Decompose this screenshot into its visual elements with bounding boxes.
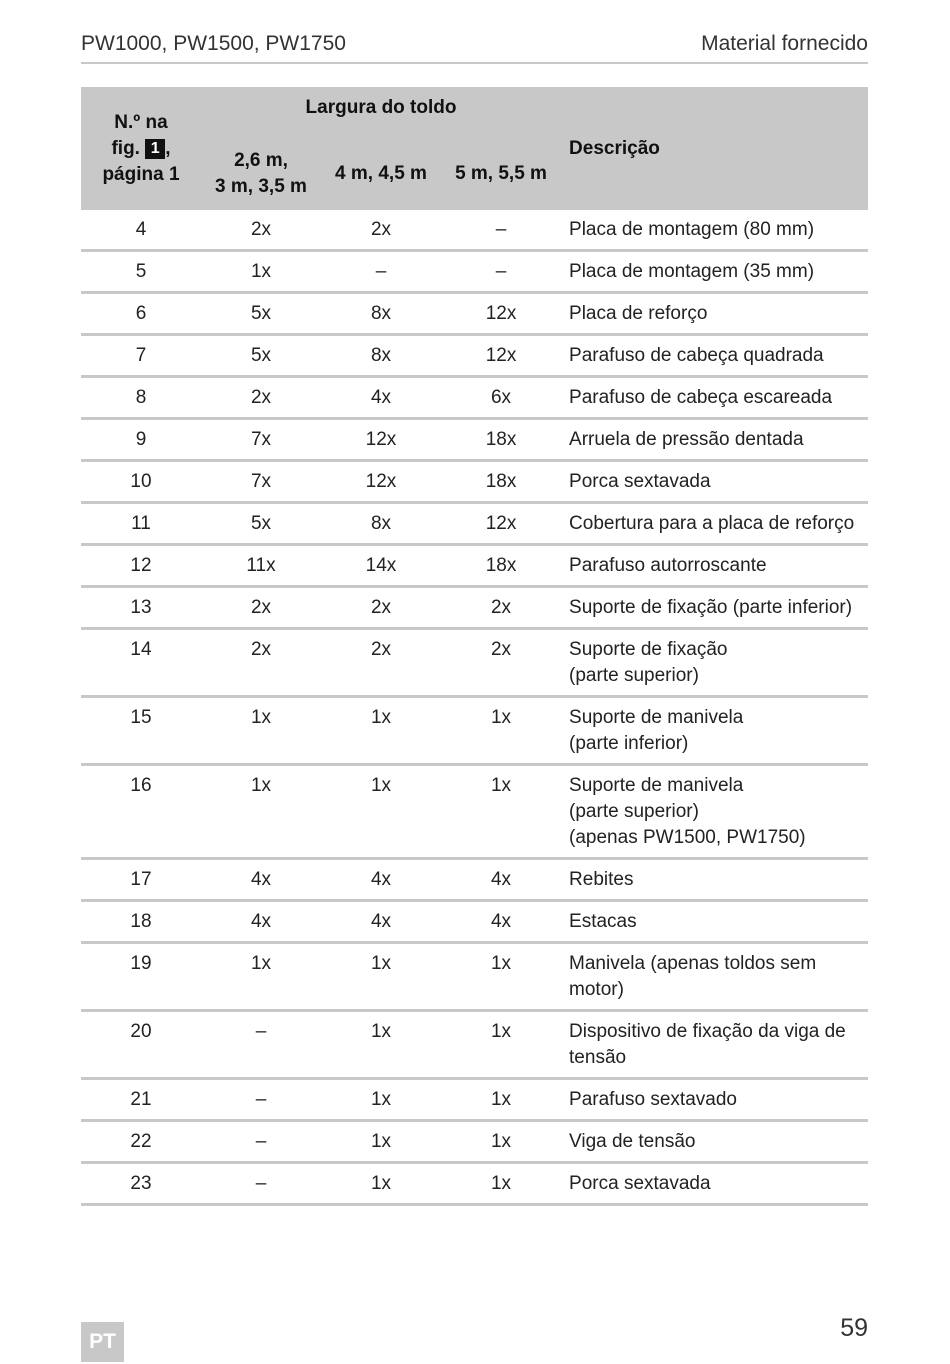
column-header-width-a <box>201 137 321 210</box>
table-row <box>81 1011 868 1079</box>
column-header-width-a-line2: 3 m, 3,5 m <box>215 175 307 197</box>
cell-description: Suporte de fixação (parte inferior) <box>561 587 868 629</box>
table-row <box>81 251 868 293</box>
table-row <box>81 901 868 943</box>
cell-item-number: 20 <box>81 1011 201 1079</box>
cell-qty-width-a: 1x <box>201 251 321 293</box>
cell-description: Parafuso autorroscante <box>561 545 868 587</box>
column-header-number-line2 <box>85 136 197 162</box>
cell-qty-width-c: 2x <box>441 629 561 697</box>
cell-description: Placa de montagem (35 mm) <box>561 251 868 293</box>
cell-qty-width-c: 4x <box>441 901 561 943</box>
cell-item-number: 10 <box>81 461 201 503</box>
cell-qty-width-a: 4x <box>201 901 321 943</box>
cell-description: Dispositivo de fixação da viga de tensão <box>561 1011 868 1079</box>
table-row <box>81 503 868 545</box>
cell-qty-width-b: 12x <box>321 419 441 461</box>
cell-qty-width-a: 2x <box>201 210 321 251</box>
cell-qty-width-a: 2x <box>201 377 321 419</box>
table-row <box>81 1121 868 1163</box>
cell-qty-width-b: 4x <box>321 859 441 901</box>
cell-description: Parafuso de cabeça quadrada <box>561 335 868 377</box>
column-header-number-line3: página 1 <box>102 163 180 185</box>
cell-item-number: 5 <box>81 251 201 293</box>
cell-description: Estacas <box>561 901 868 943</box>
cell-qty-width-c: 1x <box>441 1011 561 1079</box>
cell-qty-width-b: 14x <box>321 545 441 587</box>
cell-qty-width-a: 5x <box>201 503 321 545</box>
page-header <box>81 30 868 64</box>
cell-qty-width-a: – <box>201 1079 321 1121</box>
cell-qty-width-b: 1x <box>321 765 441 859</box>
cell-description: Porca sextavada <box>561 461 868 503</box>
table-row <box>81 461 868 503</box>
cell-qty-width-c: 12x <box>441 335 561 377</box>
cell-qty-width-b: 1x <box>321 1163 441 1205</box>
cell-qty-width-c: 12x <box>441 293 561 335</box>
cell-qty-width-b: 8x <box>321 335 441 377</box>
column-header-width-c: 5 m, 5,5 m <box>441 137 561 210</box>
cell-item-number: 19 <box>81 943 201 1011</box>
cell-qty-width-c: 1x <box>441 697 561 765</box>
cell-item-number: 22 <box>81 1121 201 1163</box>
table-row <box>81 859 868 901</box>
cell-qty-width-b: 1x <box>321 943 441 1011</box>
cell-item-number: 8 <box>81 377 201 419</box>
table-row <box>81 545 868 587</box>
cell-qty-width-b: 4x <box>321 377 441 419</box>
cell-item-number: 11 <box>81 503 201 545</box>
parts-table <box>81 87 868 1206</box>
column-group-header-width: Largura do toldo <box>201 87 561 137</box>
column-header-number-line1: N.º na <box>114 111 168 133</box>
cell-qty-width-a: 4x <box>201 859 321 901</box>
cell-description: Suporte de manivela (parte inferior) <box>561 697 868 765</box>
cell-qty-width-b: 2x <box>321 629 441 697</box>
cell-qty-width-b: 8x <box>321 503 441 545</box>
cell-item-number: 18 <box>81 901 201 943</box>
cell-description: Placa de montagem (80 mm) <box>561 210 868 251</box>
cell-description: Arruela de pressão dentada <box>561 419 868 461</box>
column-header-number-fig-text: fig. <box>111 137 140 159</box>
cell-description: Suporte de manivela (parte superior) (apenas PW1500, PW1750) <box>561 765 868 859</box>
cell-description: Porca sextavada <box>561 1163 868 1205</box>
cell-qty-width-a: – <box>201 1121 321 1163</box>
cell-qty-width-b: 2x <box>321 210 441 251</box>
cell-item-number: 7 <box>81 335 201 377</box>
cell-qty-width-a: 2x <box>201 587 321 629</box>
cell-item-number: 12 <box>81 545 201 587</box>
table-row <box>81 1163 868 1205</box>
cell-qty-width-c: 18x <box>441 545 561 587</box>
cell-qty-width-a: 2x <box>201 629 321 697</box>
cell-qty-width-c: 1x <box>441 1079 561 1121</box>
cell-qty-width-c: 2x <box>441 587 561 629</box>
cell-qty-width-c: 1x <box>441 943 561 1011</box>
cell-qty-width-b: 1x <box>321 697 441 765</box>
cell-qty-width-a: 1x <box>201 943 321 1011</box>
cell-qty-width-b: 2x <box>321 587 441 629</box>
cell-qty-width-c: 6x <box>441 377 561 419</box>
cell-qty-width-a: 1x <box>201 765 321 859</box>
cell-qty-width-c: – <box>441 251 561 293</box>
cell-qty-width-b: – <box>321 251 441 293</box>
cell-qty-width-b: 4x <box>321 901 441 943</box>
column-header-number-comma: , <box>165 137 171 159</box>
cell-item-number: 6 <box>81 293 201 335</box>
column-header-width-a-line1: 2,6 m, <box>234 149 288 171</box>
table-row <box>81 293 868 335</box>
cell-qty-width-c: 18x <box>441 419 561 461</box>
cell-qty-width-a: 5x <box>201 335 321 377</box>
cell-qty-width-a: – <box>201 1011 321 1079</box>
language-badge: PT <box>81 1322 124 1362</box>
cell-item-number: 14 <box>81 629 201 697</box>
cell-qty-width-a: 7x <box>201 419 321 461</box>
cell-qty-width-b: 1x <box>321 1121 441 1163</box>
table-body <box>81 210 868 1205</box>
table-row <box>81 210 868 251</box>
cell-item-number: 17 <box>81 859 201 901</box>
table-row <box>81 587 868 629</box>
cell-item-number: 15 <box>81 697 201 765</box>
cell-qty-width-c: 1x <box>441 1121 561 1163</box>
cell-description: Viga de tensão <box>561 1121 868 1163</box>
cell-qty-width-c: 4x <box>441 859 561 901</box>
cell-qty-width-c: 12x <box>441 503 561 545</box>
cell-item-number: 13 <box>81 587 201 629</box>
cell-qty-width-a: 5x <box>201 293 321 335</box>
cell-description: Cobertura para a placa de reforço <box>561 503 868 545</box>
cell-description: Manivela (apenas toldos sem motor) <box>561 943 868 1011</box>
cell-item-number: 23 <box>81 1163 201 1205</box>
figure-number-box: 1 <box>145 139 165 159</box>
cell-item-number: 9 <box>81 419 201 461</box>
header-section-title: Material fornecido <box>701 32 868 55</box>
cell-item-number: 4 <box>81 210 201 251</box>
cell-item-number: 21 <box>81 1079 201 1121</box>
cell-description: Rebites <box>561 859 868 901</box>
cell-qty-width-a: 7x <box>201 461 321 503</box>
cell-qty-width-a: 1x <box>201 697 321 765</box>
cell-item-number: 16 <box>81 765 201 859</box>
cell-description: Suporte de fixação (parte superior) <box>561 629 868 697</box>
table-header <box>81 87 868 210</box>
cell-qty-width-b: 8x <box>321 293 441 335</box>
cell-qty-width-c: 18x <box>441 461 561 503</box>
cell-description: Placa de reforço <box>561 293 868 335</box>
cell-qty-width-c: 1x <box>441 765 561 859</box>
table-row <box>81 1079 868 1121</box>
cell-description: Parafuso de cabeça escareada <box>561 377 868 419</box>
cell-qty-width-b: 1x <box>321 1011 441 1079</box>
table-row <box>81 629 868 697</box>
table-row <box>81 419 868 461</box>
table-row <box>81 697 868 765</box>
cell-qty-width-a: 11x <box>201 545 321 587</box>
cell-qty-width-a: – <box>201 1163 321 1205</box>
cell-qty-width-c: 1x <box>441 1163 561 1205</box>
cell-qty-width-c: – <box>441 210 561 251</box>
header-model-names: PW1000, PW1500, PW1750 <box>81 32 346 55</box>
cell-qty-width-b: 12x <box>321 461 441 503</box>
column-header-width-b: 4 m, 4,5 m <box>321 137 441 210</box>
table-row <box>81 943 868 1011</box>
page-number: 59 <box>840 1314 868 1342</box>
column-header-description: Descrição <box>561 87 868 210</box>
column-header-number <box>81 87 201 210</box>
table-row <box>81 377 868 419</box>
cell-description: Parafuso sextavado <box>561 1079 868 1121</box>
table-row <box>81 765 868 859</box>
table-row <box>81 335 868 377</box>
cell-qty-width-b: 1x <box>321 1079 441 1121</box>
